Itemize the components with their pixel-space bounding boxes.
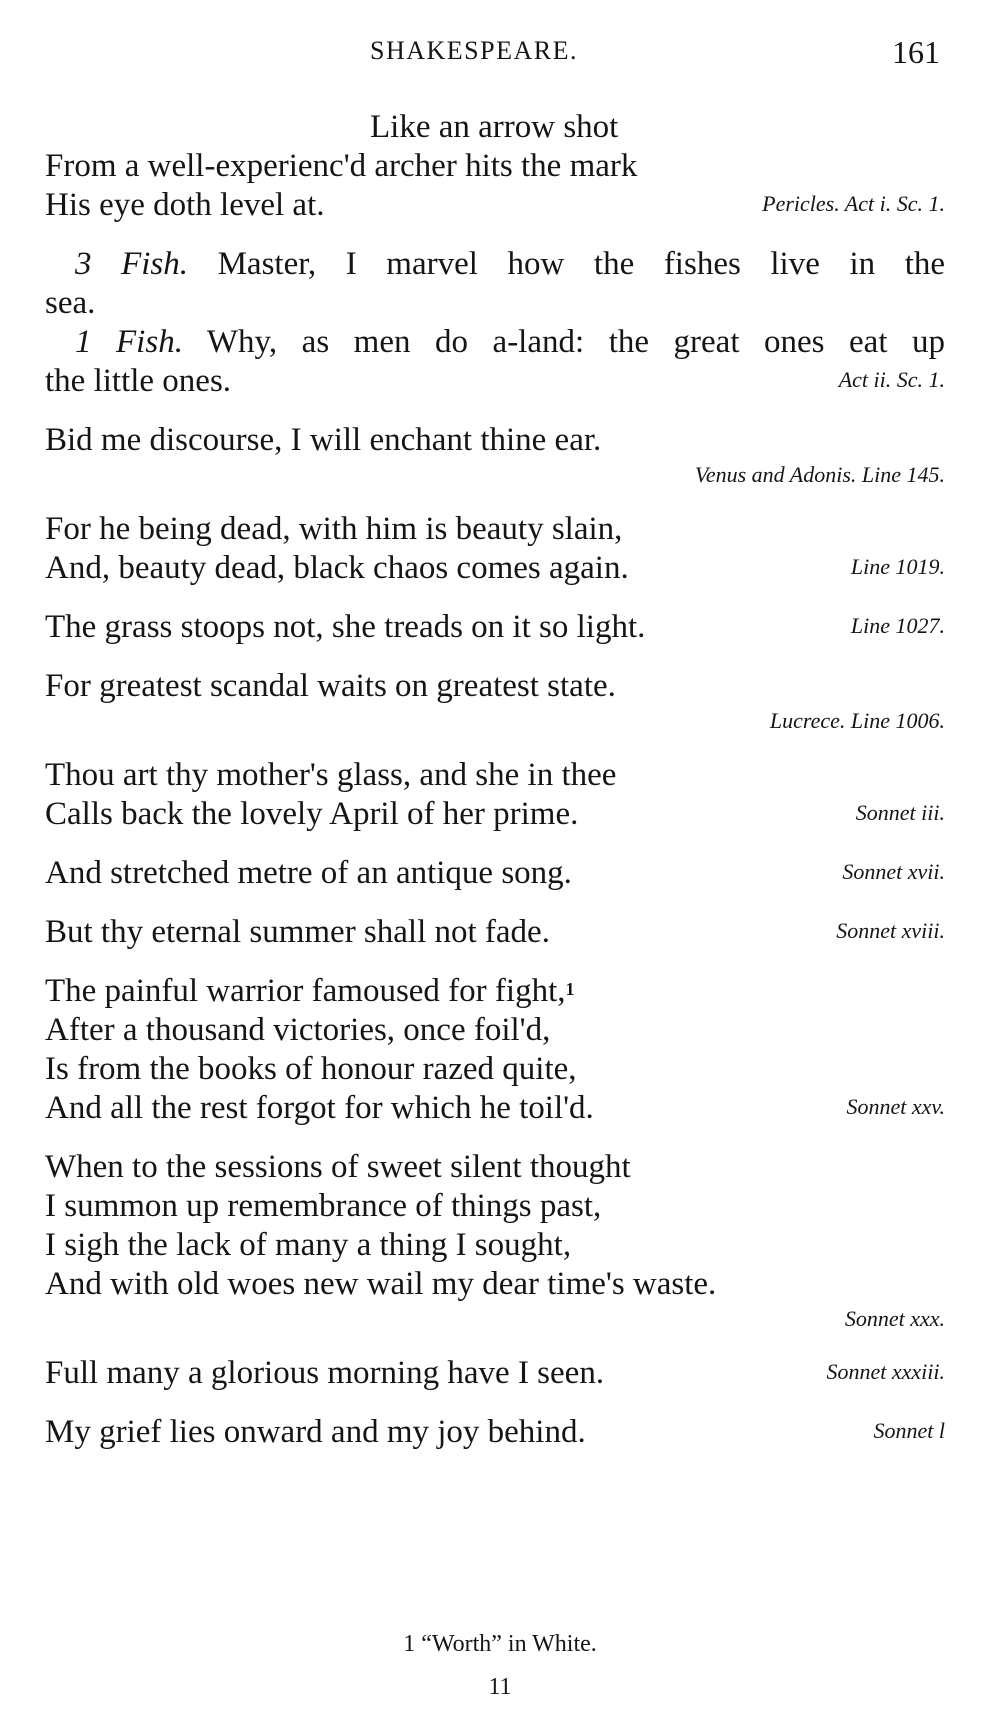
quote-line: I sigh the lack of many a thing I sought, <box>45 1227 572 1263</box>
running-head: SHAKESPEARE. <box>370 36 578 65</box>
quote-sonnet-xviii <box>45 913 945 952</box>
quote-text: But thy eternal summer shall not fade. <box>45 914 550 950</box>
quote-line <box>45 854 945 893</box>
quote-text: Full many a glorious morning have I seen. <box>45 1355 605 1391</box>
page-number: 161 <box>892 34 940 70</box>
quote-text: And stretched metre of an antique song. <box>45 855 572 891</box>
quote-text: My grief lies onward and my joy behind. <box>45 1414 586 1450</box>
page-header <box>0 36 1000 76</box>
quote-sonnet-xxxiii <box>45 1354 945 1393</box>
dialogue-line <box>45 323 945 362</box>
citation: Sonnet xxx. <box>844 1306 945 1331</box>
quote-sonnet-iii <box>45 756 945 834</box>
dialogue-text: the little ones. <box>45 363 232 399</box>
quote-line <box>45 795 945 834</box>
citation: Pericles. Act i. Sc. 1. <box>762 191 945 216</box>
quote-text: And all the rest forgot for which he toil'd. <box>45 1090 594 1126</box>
quote-line-1019 <box>45 510 945 588</box>
citation: Sonnet xvii. <box>842 859 945 884</box>
footnote: 1 “Worth” in White. <box>403 1631 597 1657</box>
quote-line: And with old woes new wail my dear time's waste. <box>45 1266 717 1302</box>
quote-line <box>45 1089 945 1128</box>
citation: Lucrece. Line 1006. <box>769 708 945 733</box>
quote-text: The painful warrior famoused for fight, <box>45 973 566 1009</box>
citation: Line 1019. <box>850 554 945 579</box>
quote-sonnet-l <box>45 1413 945 1452</box>
citation: Line 1027. <box>850 613 945 638</box>
dialogue-line-cont: sea. <box>45 285 96 321</box>
quote-text: And, beauty dead, black chaos comes again. <box>45 550 629 586</box>
quote-sonnet-xvii <box>45 854 945 893</box>
quote-sonnet-xxv <box>45 972 945 1128</box>
quote-text: The grass stoops not, she treads on it so light. <box>45 609 646 645</box>
citation: Sonnet l <box>873 1418 945 1443</box>
quote-line: When to the sessions of sweet silent thought <box>45 1149 631 1185</box>
quote-line: I summon up remembrance of things past, <box>45 1188 602 1224</box>
footnote-marker: 1 <box>565 979 575 999</box>
quote-line: After a thousand victories, once foil'd, <box>45 1012 551 1048</box>
quotation-list <box>45 108 945 1472</box>
quote-line: Bid me discourse, I will enchant thine ear. <box>45 422 602 458</box>
quote-pericles <box>45 108 945 225</box>
quote-line <box>45 1354 945 1393</box>
citation: Sonnet iii. <box>855 800 945 825</box>
quote-text: Calls back the lovely April of her prime. <box>45 796 579 832</box>
quote-line: For he being dead, with him is beauty slain, <box>45 511 623 547</box>
citation: Sonnet xviii. <box>836 918 945 943</box>
dialogue-line <box>45 245 945 284</box>
quote-line <box>45 913 945 952</box>
quote-line <box>45 608 945 647</box>
quote-sonnet-xxx <box>45 1148 945 1334</box>
quote-line <box>45 1413 945 1452</box>
quote-line <box>45 549 945 588</box>
quote-line: Like an arrow shot <box>370 109 619 145</box>
quote-line-1027 <box>45 608 945 647</box>
speaker: 1 Fish. <box>75 324 183 360</box>
quote-line: Thou art thy mother's glass, and she in thee <box>45 757 617 793</box>
quote-fishermen <box>45 245 945 401</box>
quote-venus-adonis <box>45 421 945 490</box>
citation: Act ii. Sc. 1. <box>838 367 945 392</box>
quote-lucrece <box>45 667 945 736</box>
signature-mark: 11 <box>488 1674 512 1700</box>
citation: Venus and Adonis. Line 145. <box>694 462 945 487</box>
quote-line: From a well-experienc'd archer hits the mark <box>45 148 638 184</box>
citation: Sonnet xxxiii. <box>826 1359 945 1384</box>
dialogue-line-cont <box>45 362 945 401</box>
dialogue-text: Why, as men do a-land: the great ones eat up <box>206 324 946 360</box>
quote-line: For greatest scandal waits on greatest state. <box>45 668 616 704</box>
quote-text: His eye doth level at. <box>45 187 325 223</box>
speaker: 3 Fish. <box>75 246 188 282</box>
citation: Sonnet xxv. <box>846 1094 945 1119</box>
dialogue-text: Master, I marvel how the fishes live in the <box>217 246 946 282</box>
quote-line <box>45 186 945 225</box>
quote-line <box>45 972 945 1011</box>
quote-line: Is from the books of honour razed quite, <box>45 1051 577 1087</box>
